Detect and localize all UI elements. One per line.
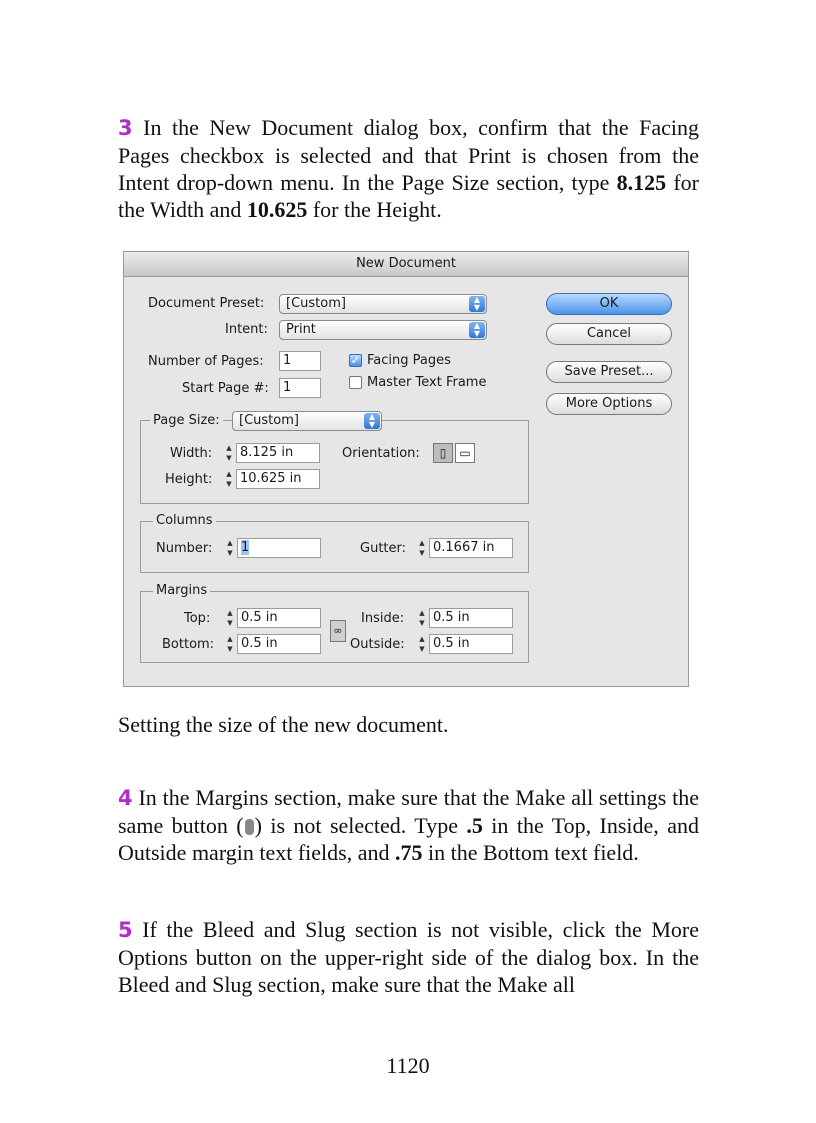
intent-select[interactable]: [279, 320, 487, 340]
up-down-arrows-icon: ▲ ▼: [364, 413, 380, 429]
up-down-stepper-icon[interactable]: ▲ ▼: [227, 539, 233, 557]
chain-link-icon[interactable]: ∞: [330, 620, 346, 642]
facing-pages-checkbox[interactable]: ✓: [350, 353, 361, 367]
cancel-button[interactable]: Cancel: [546, 323, 672, 345]
up-down-stepper-icon[interactable]: ▲ ▼: [419, 609, 425, 627]
up-down-stepper-icon[interactable]: ▲ ▼: [419, 539, 425, 557]
bottom-label: Bottom:: [162, 637, 215, 652]
start-page-field[interactable]: 1: [279, 378, 321, 398]
bold-value: .5: [466, 813, 483, 838]
up-down-arrows-icon: ▲ ▼: [469, 322, 485, 338]
number-of-pages-label: Number of Pages:: [148, 354, 264, 369]
select-value: [Custom]: [286, 296, 346, 311]
bold-value: 8.125: [616, 170, 667, 195]
new-document-dialog: [123, 251, 689, 687]
more-options-button[interactable]: More Options: [546, 393, 672, 415]
gutter-label: Gutter:: [360, 541, 407, 556]
step-number: 5: [118, 918, 133, 942]
up-down-arrows-icon: ▲ ▼: [469, 296, 485, 312]
intent-label: Intent:: [225, 322, 268, 337]
text: In the Margins section, make sure that the Make all settings the same button (: [118, 785, 699, 838]
save-preset-button[interactable]: Save Preset...: [546, 361, 672, 383]
make-all-settings-same-icon: [245, 819, 254, 835]
paragraph-step-5: [118, 916, 699, 998]
margins-title: Margins: [153, 583, 210, 599]
select-value: Print: [286, 322, 316, 337]
orientation-label: Orientation:: [342, 446, 420, 461]
text: in the Bottom text field.: [422, 840, 639, 865]
bold-value: 10.625: [246, 197, 308, 222]
start-page-label: Start Page #:: [182, 381, 269, 396]
portrait-orientation-icon[interactable]: ▯: [433, 443, 453, 463]
master-text-frame-label: Master Text Frame: [367, 375, 487, 390]
master-text-frame-checkbox[interactable]: [349, 376, 362, 389]
bold-value: .75: [395, 840, 423, 865]
columns-number-label: Number:: [156, 541, 213, 556]
selected-text: 1: [241, 540, 250, 555]
up-down-stepper-icon[interactable]: ▲ ▼: [227, 609, 233, 627]
columns-title: Columns: [153, 513, 216, 529]
step-number: 4: [118, 786, 133, 810]
text: If the Bleed and Slug section is not visible, click the More Options button on the upper-right side of the dialog box. In the Bleed and Slug section, make sure that the Make all: [118, 917, 699, 997]
number-of-pages-field[interactable]: 1: [279, 351, 321, 371]
bottom-margin-field[interactable]: 0.5 in: [237, 634, 321, 654]
page-number: 1120: [386, 1053, 430, 1078]
gutter-field[interactable]: 0.1667 in: [429, 538, 513, 558]
up-down-stepper-icon[interactable]: ▲ ▼: [227, 635, 233, 653]
document-preset-label: Document Preset:: [148, 296, 265, 311]
select-value: [Custom]: [239, 413, 299, 428]
up-down-stepper-icon[interactable]: ▲ ▼: [419, 635, 425, 653]
dialog-title: New Document: [124, 252, 688, 277]
columns-number-field[interactable]: [237, 538, 321, 558]
up-down-stepper-icon[interactable]: ▲ ▼: [226, 444, 232, 462]
top-margin-field[interactable]: 0.5 in: [237, 608, 321, 628]
ok-button[interactable]: OK: [546, 293, 672, 315]
paragraph-step-3: [118, 114, 699, 223]
facing-pages-label: Facing Pages: [367, 353, 451, 368]
text: in the Top, Inside, and Outside margin text fields, and: [118, 813, 699, 865]
text: In the New Document dialog box, confirm that the Facing Pages checkbox is selected and that Print is chosen from the Intent drop-down menu. In the Page Size section, type: [118, 115, 699, 195]
landscape-orientation-icon[interactable]: ▭: [455, 443, 475, 463]
text: for the Height.: [307, 197, 442, 222]
height-label: Height:: [165, 472, 213, 487]
paragraph-step-4: [118, 784, 699, 866]
inside-label: Inside:: [361, 611, 405, 626]
text: for the Width and: [118, 170, 699, 222]
height-field[interactable]: 10.625 in: [236, 469, 320, 489]
page-size-label: Page Size:: [150, 413, 223, 429]
inside-margin-field[interactable]: 0.5 in: [429, 608, 513, 628]
width-label: Width:: [170, 446, 213, 461]
figure-caption: Setting the size of the new document.: [118, 712, 449, 737]
step-number: 3: [118, 116, 133, 140]
document-preset-select[interactable]: [279, 294, 487, 314]
outside-margin-field[interactable]: 0.5 in: [429, 634, 513, 654]
page-size-select[interactable]: [232, 411, 382, 431]
text: ) is not selected. Type: [254, 813, 467, 838]
up-down-stepper-icon[interactable]: ▲ ▼: [226, 470, 232, 488]
top-label: Top:: [184, 611, 211, 626]
width-field[interactable]: 8.125 in: [236, 443, 320, 463]
outside-label: Outside:: [350, 637, 405, 652]
